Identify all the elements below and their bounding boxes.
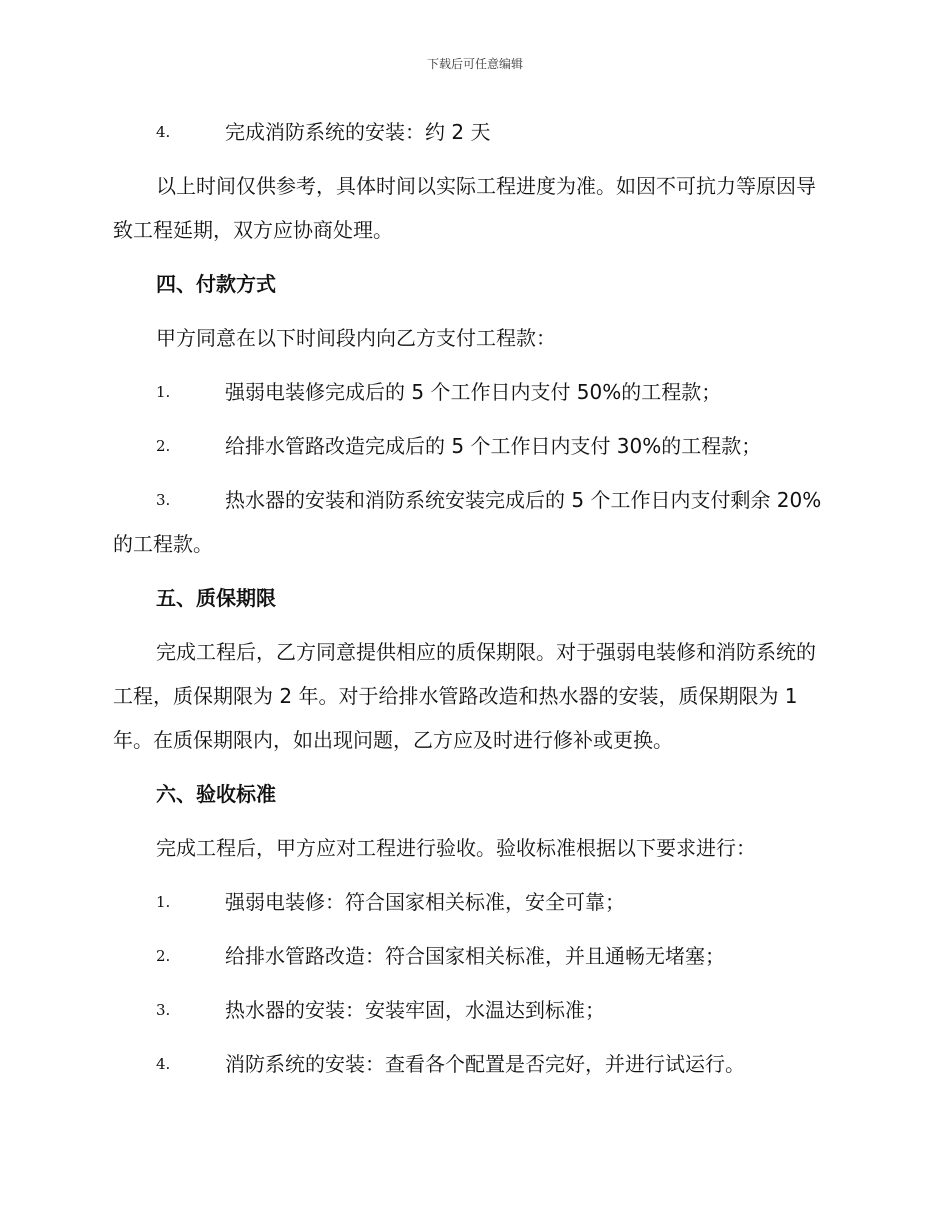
list-number: 1. [156,893,171,911]
document-body [113,110,833,1086]
list-item [113,1042,833,1086]
list-text: 给排水管路改造：符合国家相关标准，并且通畅无堵塞； [225,944,725,968]
list-text: 热水器的安装：安装牢固，水温达到标准； [225,998,605,1022]
list-item [113,988,833,1032]
list-number: 1. [156,383,171,401]
list-text: 热水器的安装和消防系统安装完成后的 5 个工作日内支付剩余 20%的工程款。 [113,488,822,556]
list-number: 3. [156,1001,171,1019]
list-number: 2. [156,947,171,965]
list-item [113,424,833,468]
acceptance-intro-paragraph: 完成工程后，甲方应对工程进行验收。验收标准根据以下要求进行： [156,836,756,860]
list-item [113,110,833,154]
list-text: 消防系统的安装：查看各个配置是否完好，并进行试运行。 [225,1052,745,1076]
list-item [113,478,833,566]
list-number: 3. [156,491,171,509]
section-heading-acceptance: 六、验收标准 [156,782,276,806]
list-item [113,934,833,978]
list-number: 4. [156,123,171,141]
list-item [113,370,833,414]
schedule-note-paragraph: 以上时间仅供参考，具体时间以实际工程进度为准。如因不可抗力等原因导致工程延期，双方应协商处理。 [113,174,816,242]
page-header: 下载后可任意编辑 [426,57,523,71]
list-text: 强弱电装修完成后的 5 个工作日内支付 50%的工程款； [225,380,722,404]
list-text: 完成消防系统的安装：约 2 天 [225,120,491,144]
warranty-paragraph: 完成工程后，乙方同意提供相应的质保期限。对于强弱电装修和消防系统的工程，质保期限为 2 年。对于给排水管路改造和热水器的安装，质保期限为 1 年。在质保期限内，如出现问题，乙方应及时进行修补或更换。 [113,640,816,752]
list-text: 给排水管路改造完成后的 5 个工作日内支付 30%的工程款； [225,434,762,458]
list-text: 强弱电装修：符合国家相关标准，安全可靠； [225,890,625,914]
list-number: 2. [156,437,171,455]
section-heading-warranty: 五、质保期限 [156,586,276,610]
section-heading-payment: 四、付款方式 [156,272,276,296]
list-item [113,880,833,924]
payment-intro-paragraph: 甲方同意在以下时间段内向乙方支付工程款： [156,326,556,350]
list-number: 4. [156,1055,171,1073]
